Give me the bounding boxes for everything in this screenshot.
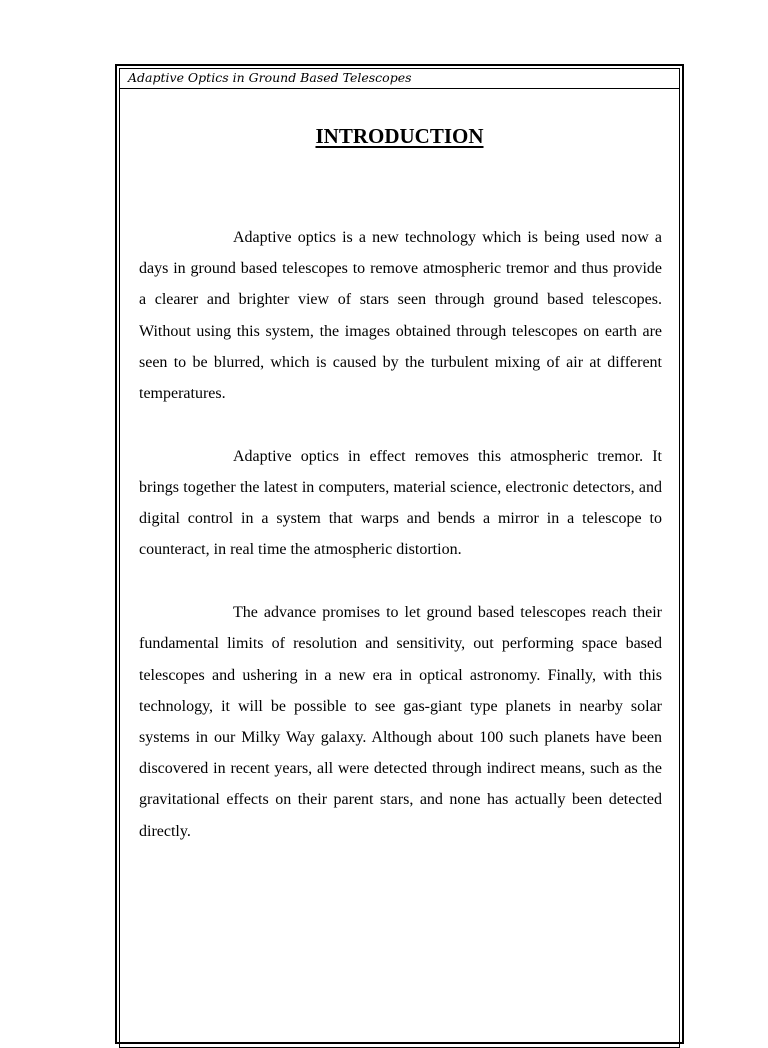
paragraph: Adaptive optics in effect removes this atmospheric tremor. It brings together the latest in computers, material science, electronic detectors, and digital control in a system that warps and bends a mirror in a telescope to counteract, in real time the atmospheric distortion. xyxy=(139,447,662,559)
header-rule xyxy=(120,88,679,89)
body-text xyxy=(139,222,662,878)
section-title: INTRODUCTION xyxy=(315,124,484,148)
running-header: Adaptive Optics in Ground Based Telescopes xyxy=(128,70,412,85)
paragraph: The advance promises to let ground based telescopes reach their fundamental limits of resolution and sensitivity, out performing space based telescopes and ushering in a new era in optical astronomy. Finally, with this technology, it will be possible to see gas-giant type planets in nearby solar systems in our Milky Way galaxy. Although about 100 such planets have been discovered in recent years, all were detected through indirect means, such as the gravitational effects on their parent stars, and none has actually been detected directly. xyxy=(139,604,662,840)
paragraph: Adaptive optics is a new technology which is being used now a days in ground based telescopes to remove atmospheric tremor and thus provide a clearer and brighter view of stars seen through ground based telescopes. Without using this system, the images obtained through telescopes on earth are seen to be blurred, which is caused by the turbulent mixing of air at different temperatures. xyxy=(139,229,662,403)
